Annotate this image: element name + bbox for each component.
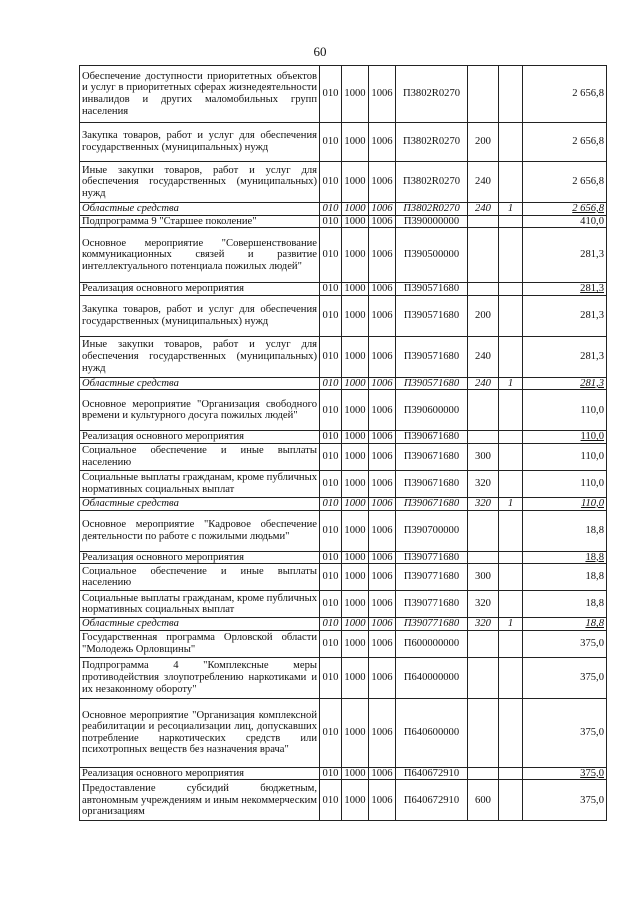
cell-section: 1000	[342, 551, 369, 564]
cell-expense-type: 200	[468, 123, 499, 162]
cell-grbs: 010	[320, 510, 342, 551]
cell-target-article: П390571680	[396, 336, 468, 377]
cell-grbs: 010	[320, 123, 342, 162]
cell-amount: 281,3	[523, 283, 607, 296]
cell-amount: 281,3	[523, 377, 607, 390]
table-row	[80, 657, 607, 698]
cell-subsection: 1006	[369, 377, 396, 390]
table-row	[80, 162, 607, 203]
cell-grbs: 010	[320, 767, 342, 780]
cell-target-article: П3802R0270	[396, 66, 468, 123]
cell-grbs: 010	[320, 377, 342, 390]
table-row	[80, 228, 607, 283]
cell-funding-source	[499, 162, 523, 203]
cell-funding-source	[499, 443, 523, 470]
cell-grbs: 010	[320, 443, 342, 470]
cell-subsection: 1006	[369, 162, 396, 203]
table-row	[80, 123, 607, 162]
cell-amount: 281,3	[523, 228, 607, 283]
cell-amount: 375,0	[523, 657, 607, 698]
cell-amount: 18,8	[523, 551, 607, 564]
table-row	[80, 618, 607, 631]
table-row	[80, 390, 607, 431]
table-row	[80, 66, 607, 123]
cell-amount: 2 656,8	[523, 203, 607, 216]
row-name: Реализация основного мероприятия	[80, 551, 320, 564]
row-name: Закупка товаров, работ и услуг для обеспечения государственных (муниципальных) нужд	[80, 123, 320, 162]
cell-target-article: П390571680	[396, 377, 468, 390]
cell-subsection: 1006	[369, 336, 396, 377]
cell-expense-type	[468, 283, 499, 296]
cell-amount: 110,0	[523, 470, 607, 497]
cell-expense-type	[468, 630, 499, 657]
row-name: Подпрограмма 9 "Старшее поколение"	[80, 215, 320, 228]
row-name: Реализация основного мероприятия	[80, 767, 320, 780]
cell-section: 1000	[342, 591, 369, 618]
cell-expense-type: 320	[468, 591, 499, 618]
cell-expense-type	[468, 431, 499, 444]
cell-amount: 110,0	[523, 390, 607, 431]
cell-grbs: 010	[320, 66, 342, 123]
cell-subsection: 1006	[369, 390, 396, 431]
cell-expense-type: 320	[468, 618, 499, 631]
table-row	[80, 510, 607, 551]
cell-amount: 375,0	[523, 698, 607, 767]
row-name: Социальные выплаты гражданам, кроме публичных нормативных социальных выплат	[80, 591, 320, 618]
budget-table-body	[80, 66, 607, 821]
cell-target-article: П640600000	[396, 698, 468, 767]
cell-section: 1000	[342, 336, 369, 377]
cell-subsection: 1006	[369, 591, 396, 618]
cell-grbs: 010	[320, 618, 342, 631]
cell-funding-source	[499, 123, 523, 162]
table-row	[80, 698, 607, 767]
cell-section: 1000	[342, 215, 369, 228]
row-name: Подпрограмма 4 "Комплексные меры противодействия злоупотреблению наркотиками и их незаконному обороту"	[80, 657, 320, 698]
cell-funding-source	[499, 780, 523, 821]
cell-grbs: 010	[320, 591, 342, 618]
cell-grbs: 010	[320, 283, 342, 296]
cell-funding-source	[499, 767, 523, 780]
cell-subsection: 1006	[369, 551, 396, 564]
cell-funding-source	[499, 228, 523, 283]
cell-funding-source	[499, 431, 523, 444]
table-row	[80, 203, 607, 216]
cell-expense-type: 320	[468, 470, 499, 497]
cell-expense-type: 240	[468, 203, 499, 216]
budget-table	[79, 65, 607, 821]
cell-grbs: 010	[320, 336, 342, 377]
table-row	[80, 780, 607, 821]
cell-expense-type	[468, 698, 499, 767]
cell-amount: 375,0	[523, 780, 607, 821]
cell-section: 1000	[342, 295, 369, 336]
cell-expense-type	[468, 390, 499, 431]
cell-amount: 2 656,8	[523, 162, 607, 203]
cell-grbs: 010	[320, 431, 342, 444]
cell-grbs: 010	[320, 162, 342, 203]
row-name: Социальные выплаты гражданам, кроме публичных нормативных социальных выплат	[80, 470, 320, 497]
cell-section: 1000	[342, 630, 369, 657]
row-name: Иные закупки товаров, работ и услуг для обеспечения государственных (муниципальных) нужд	[80, 162, 320, 203]
table-row	[80, 215, 607, 228]
table-row	[80, 295, 607, 336]
cell-target-article: П640672910	[396, 767, 468, 780]
cell-expense-type: 300	[468, 443, 499, 470]
cell-subsection: 1006	[369, 698, 396, 767]
cell-section: 1000	[342, 390, 369, 431]
cell-target-article: П390771680	[396, 551, 468, 564]
cell-section: 1000	[342, 564, 369, 591]
cell-funding-source: 1	[499, 497, 523, 510]
cell-subsection: 1006	[369, 780, 396, 821]
cell-target-article: П390571680	[396, 283, 468, 296]
row-name: Обеспечение доступности приоритетных объектов и услуг в приоритетных сферах жизнедеятельности инвалидов и других маломобильных групп населения	[80, 66, 320, 123]
cell-funding-source	[499, 295, 523, 336]
cell-amount: 18,8	[523, 510, 607, 551]
cell-target-article: П390600000	[396, 390, 468, 431]
cell-funding-source	[499, 698, 523, 767]
cell-subsection: 1006	[369, 123, 396, 162]
cell-subsection: 1006	[369, 470, 396, 497]
cell-target-article: П390771680	[396, 564, 468, 591]
row-name: Основное мероприятие "Кадровое обеспечение деятельности по работе с пожилыми людьми"	[80, 510, 320, 551]
table-row	[80, 377, 607, 390]
cell-amount: 18,8	[523, 618, 607, 631]
cell-target-article: П390700000	[396, 510, 468, 551]
cell-funding-source	[499, 591, 523, 618]
cell-expense-type: 240	[468, 162, 499, 203]
cell-amount: 410,0	[523, 215, 607, 228]
cell-amount: 375,0	[523, 767, 607, 780]
table-row	[80, 767, 607, 780]
cell-target-article: П640000000	[396, 657, 468, 698]
cell-grbs: 010	[320, 215, 342, 228]
cell-target-article: П390771680	[396, 618, 468, 631]
cell-subsection: 1006	[369, 497, 396, 510]
cell-section: 1000	[342, 283, 369, 296]
row-name: Основное мероприятие "Совершенствование коммуникационных связей и развитие интеллектуального потенциала пожилых людей"	[80, 228, 320, 283]
cell-section: 1000	[342, 431, 369, 444]
cell-target-article: П390571680	[396, 295, 468, 336]
row-name: Социальное обеспечение и иные выплаты населению	[80, 443, 320, 470]
cell-section: 1000	[342, 66, 369, 123]
row-name: Иные закупки товаров, работ и услуг для обеспечения государственных (муниципальных) нужд	[80, 336, 320, 377]
cell-target-article: П390000000	[396, 215, 468, 228]
cell-subsection: 1006	[369, 510, 396, 551]
table-row	[80, 564, 607, 591]
cell-expense-type: 200	[468, 295, 499, 336]
cell-subsection: 1006	[369, 767, 396, 780]
cell-funding-source	[499, 66, 523, 123]
cell-section: 1000	[342, 123, 369, 162]
cell-section: 1000	[342, 377, 369, 390]
cell-subsection: 1006	[369, 215, 396, 228]
cell-section: 1000	[342, 203, 369, 216]
cell-target-article: П390771680	[396, 591, 468, 618]
cell-subsection: 1006	[369, 431, 396, 444]
cell-target-article: П390671680	[396, 431, 468, 444]
cell-expense-type	[468, 228, 499, 283]
table-row	[80, 283, 607, 296]
cell-amount: 110,0	[523, 431, 607, 444]
row-name: Государственная программа Орловской области "Молодежь Орловщины"	[80, 630, 320, 657]
cell-subsection: 1006	[369, 283, 396, 296]
cell-amount: 18,8	[523, 564, 607, 591]
cell-target-article: П390671680	[396, 497, 468, 510]
table-row	[80, 497, 607, 510]
cell-amount: 2 656,8	[523, 66, 607, 123]
cell-section: 1000	[342, 618, 369, 631]
cell-target-article: П390500000	[396, 228, 468, 283]
cell-section: 1000	[342, 162, 369, 203]
table-row	[80, 591, 607, 618]
row-name: Социальное обеспечение и иные выплаты населению	[80, 564, 320, 591]
cell-expense-type	[468, 767, 499, 780]
cell-grbs: 010	[320, 203, 342, 216]
cell-amount: 18,8	[523, 591, 607, 618]
cell-amount: 110,0	[523, 443, 607, 470]
cell-expense-type: 600	[468, 780, 499, 821]
cell-funding-source	[499, 390, 523, 431]
cell-target-article: П390671680	[396, 470, 468, 497]
row-name: Областные средства	[80, 618, 320, 631]
table-row	[80, 443, 607, 470]
cell-section: 1000	[342, 470, 369, 497]
cell-subsection: 1006	[369, 203, 396, 216]
row-name: Реализация основного мероприятия	[80, 283, 320, 296]
cell-amount: 281,3	[523, 295, 607, 336]
cell-amount: 375,0	[523, 630, 607, 657]
cell-funding-source	[499, 551, 523, 564]
row-name: Областные средства	[80, 497, 320, 510]
cell-section: 1000	[342, 443, 369, 470]
cell-expense-type	[468, 66, 499, 123]
cell-section: 1000	[342, 497, 369, 510]
cell-target-article: П3802R0270	[396, 162, 468, 203]
cell-funding-source: 1	[499, 618, 523, 631]
row-name: Областные средства	[80, 203, 320, 216]
cell-funding-source	[499, 283, 523, 296]
row-name: Основное мероприятие "Организация комплексной реабилитации и ресоциализации лиц, допускавших потребление наркотических средств или психотропных веществ без назначения врача"	[80, 698, 320, 767]
cell-expense-type: 320	[468, 497, 499, 510]
cell-target-article: П3802R0270	[396, 203, 468, 216]
cell-grbs: 010	[320, 470, 342, 497]
table-row	[80, 431, 607, 444]
row-name: Областные средства	[80, 377, 320, 390]
cell-funding-source	[499, 215, 523, 228]
cell-expense-type	[468, 510, 499, 551]
cell-target-article: П3802R0270	[396, 123, 468, 162]
cell-funding-source	[499, 630, 523, 657]
cell-expense-type: 300	[468, 564, 499, 591]
cell-section: 1000	[342, 698, 369, 767]
cell-grbs: 010	[320, 390, 342, 431]
cell-section: 1000	[342, 510, 369, 551]
cell-subsection: 1006	[369, 66, 396, 123]
row-name: Основное мероприятие "Организация свободного времени и культурного досуга пожилых людей"	[80, 390, 320, 431]
cell-section: 1000	[342, 228, 369, 283]
cell-target-article: П390671680	[396, 443, 468, 470]
cell-grbs: 010	[320, 228, 342, 283]
cell-grbs: 010	[320, 780, 342, 821]
table-row	[80, 630, 607, 657]
cell-funding-source	[499, 657, 523, 698]
cell-expense-type: 240	[468, 377, 499, 390]
table-row	[80, 336, 607, 377]
table-row	[80, 551, 607, 564]
page-number: 60	[313, 44, 327, 59]
cell-grbs: 010	[320, 497, 342, 510]
cell-subsection: 1006	[369, 657, 396, 698]
cell-expense-type	[468, 215, 499, 228]
cell-grbs: 010	[320, 630, 342, 657]
cell-section: 1000	[342, 657, 369, 698]
cell-subsection: 1006	[369, 630, 396, 657]
table-row	[80, 470, 607, 497]
cell-funding-source	[499, 336, 523, 377]
cell-amount: 110,0	[523, 497, 607, 510]
cell-subsection: 1006	[369, 443, 396, 470]
cell-funding-source	[499, 470, 523, 497]
cell-expense-type	[468, 551, 499, 564]
cell-subsection: 1006	[369, 618, 396, 631]
row-name: Предоставление субсидий бюджетным, автономным учреждениям и иным некоммерческим организациям	[80, 780, 320, 821]
cell-subsection: 1006	[369, 295, 396, 336]
cell-expense-type	[468, 657, 499, 698]
cell-grbs: 010	[320, 564, 342, 591]
cell-funding-source	[499, 564, 523, 591]
cell-amount: 2 656,8	[523, 123, 607, 162]
cell-grbs: 010	[320, 698, 342, 767]
cell-section: 1000	[342, 767, 369, 780]
cell-section: 1000	[342, 780, 369, 821]
cell-grbs: 010	[320, 551, 342, 564]
cell-subsection: 1006	[369, 228, 396, 283]
cell-funding-source	[499, 510, 523, 551]
cell-funding-source: 1	[499, 203, 523, 216]
cell-funding-source: 1	[499, 377, 523, 390]
cell-subsection: 1006	[369, 564, 396, 591]
cell-grbs: 010	[320, 295, 342, 336]
row-name: Закупка товаров, работ и услуг для обеспечения государственных (муниципальных) нужд	[80, 295, 320, 336]
cell-amount: 281,3	[523, 336, 607, 377]
cell-target-article: П600000000	[396, 630, 468, 657]
cell-grbs: 010	[320, 657, 342, 698]
cell-expense-type: 240	[468, 336, 499, 377]
row-name: Реализация основного мероприятия	[80, 431, 320, 444]
cell-target-article: П640672910	[396, 780, 468, 821]
